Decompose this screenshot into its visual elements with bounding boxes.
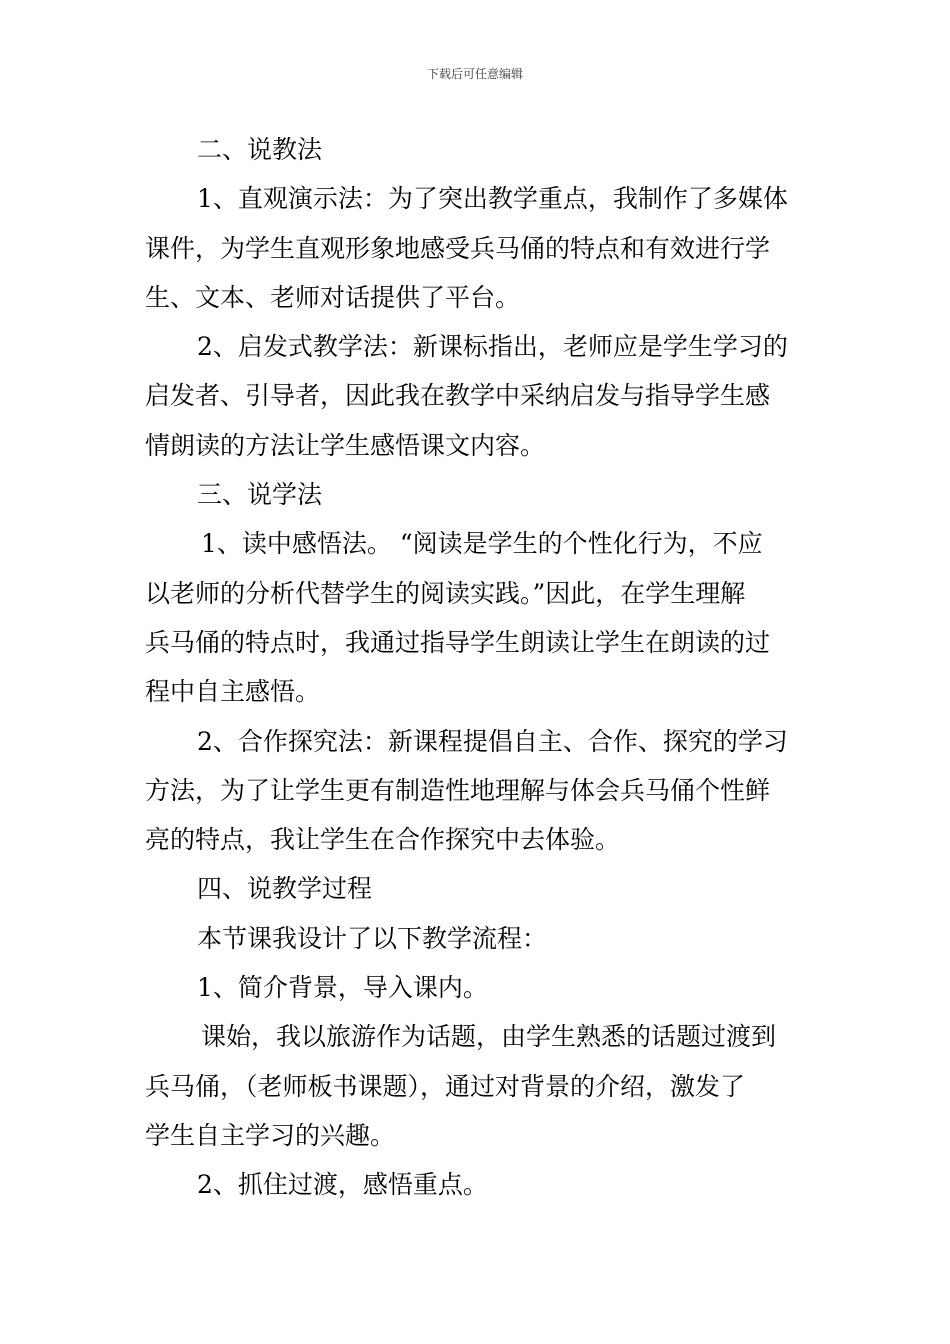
paragraph-line: 2、抓住过渡，感悟重点。 [197, 1170, 488, 1200]
paragraph-line: 亮的特点，我让学生在合作探究中去体验。 [145, 825, 621, 855]
paragraph-line: 1、读中感悟法。 “阅读是学生的个性化行为，不应 [201, 529, 763, 559]
document-body [145, 125, 810, 1210]
paragraph-line: 课件，为学生直观形象地感受兵马俑的特点和有效进行学 [145, 233, 771, 263]
paragraph-line: 1、直观演示法：为了突出教学重点，我制作了多媒体 [197, 184, 788, 214]
paragraph-line: 2、启发式教学法：新课标指出，老师应是学生学习的 [197, 332, 788, 362]
paragraph-line: 启发者、引导者，因此我在教学中采纳启发与指导学生感 [145, 381, 771, 411]
paragraph-line: 课始，我以旅游作为话题，由学生熟悉的话题过渡到 [201, 1022, 777, 1052]
paragraph-line: 程中自主感悟。 [145, 677, 321, 707]
paragraph-line: 情朗读的方法让学生感悟课文内容。 [145, 430, 546, 460]
paragraph-line: 兵马俑，（老师板书课题），通过对背景的介绍，激发了 [145, 1071, 746, 1101]
paragraph-line: 生、文本、老师对话提供了平台。 [145, 282, 521, 312]
paragraph-line: 本节课我设计了以下教学流程： [197, 923, 548, 953]
paragraph-line: 方法，为了让学生更有制造性地理解与体会兵马俑个性鲜 [145, 775, 771, 805]
paragraph-line: 2、合作探究法：新课程提倡自主、合作、探究的学习 [197, 726, 788, 756]
paragraph-line: 1、简介背景，导入课内。 [197, 973, 488, 1003]
section-heading-learning-methods: 三、说学法 [197, 480, 323, 510]
page-header: 下载后可任意编辑 [426, 67, 523, 81]
paragraph-line: 学生自主学习的兴趣。 [145, 1120, 396, 1150]
section-heading-teaching-process: 四、说教学过程 [197, 874, 373, 904]
paragraph-line: 以老师的分析代替学生的阅读实践。”因此，在学生理解 [145, 578, 746, 608]
section-heading-teaching-methods: 二、说教法 [197, 135, 323, 164]
paragraph-line: 兵马俑的特点时，我通过指导学生朗读让学生在朗读的过 [145, 627, 771, 657]
